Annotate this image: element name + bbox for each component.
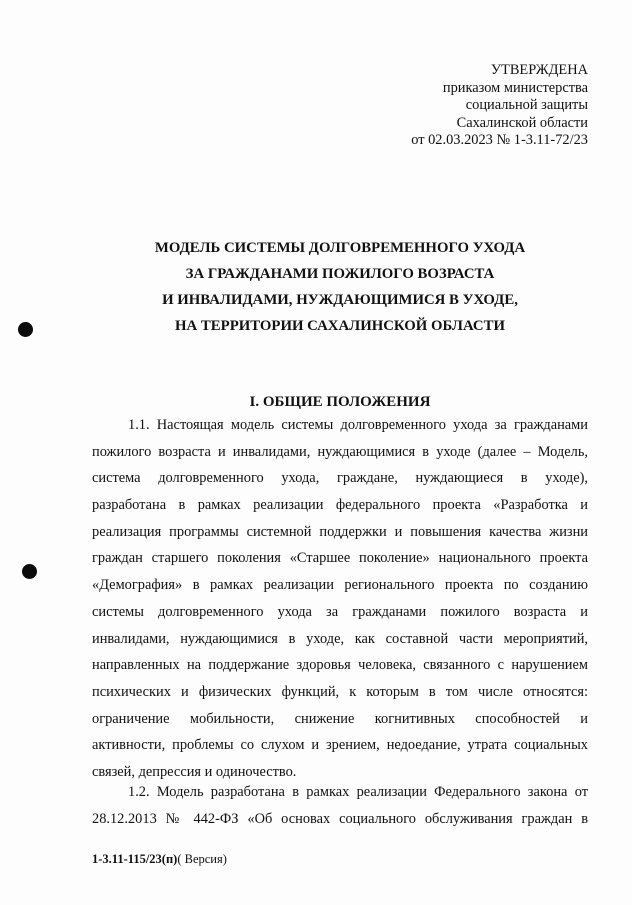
version-label: ( Версия) <box>177 852 227 866</box>
approval-line: приказом министерства <box>442 79 588 96</box>
text-line: 28.12.2013 № 442-ФЗ «Об основах социального обслуживания граждан в <box>92 810 588 827</box>
text-line: система долговременного ухода, граждане, нуждающиеся в уходе), <box>92 470 588 487</box>
text-line: пожилого возраста и инвалидами, нуждающимися в уходе (далее – Модель, <box>92 443 588 460</box>
text-line: активности, проблемы со слухом и зрением, недоедание, утрата социальных <box>92 737 588 754</box>
approval-line: УТВЕРЖДЕНА <box>490 62 588 78</box>
title-line: ЗА ГРАЖДАНАМИ ПОЖИЛОГО ВОЗРАСТА <box>185 266 495 282</box>
text-line: инвалидами, нуждающимися в уходе, как составной части мероприятий, <box>92 630 588 647</box>
text-line: разработана в рамках реализации федерального проекта «Разработка и <box>92 497 588 514</box>
text-line: граждан старшего поколения «Старшее поколение» национального проекта <box>92 550 588 567</box>
document-code: 1-3.11-115/23(п) <box>92 852 178 866</box>
approval-line: социальной защиты <box>465 97 588 114</box>
text-line: 1.2. Модель разработана в рамках реализации Федерального закона от <box>128 784 588 800</box>
title-line: МОДЕЛЬ СИСТЕМЫ ДОЛГОВРЕМЕННОГО УХОДА <box>154 240 526 256</box>
text-line: системы долговременного ухода за гражданами пожилого возраста и <box>92 603 588 620</box>
text-line: реализация программы системной поддержки и повышения качества жизни <box>92 523 588 540</box>
document-footer <box>92 851 227 867</box>
text-line: 1.1. Настоящая модель системы долговременного ухода за гражданами <box>128 417 588 433</box>
section-heading: I. ОБЩИЕ ПОЛОЖЕНИЯ <box>249 394 431 410</box>
text-line: «Демография» в рамках реализации регионального проекта по созданию <box>92 577 588 594</box>
title-line: НА ТЕРРИТОРИИ САХАЛИНСКОЙ ОБЛАСТИ <box>175 318 505 334</box>
punch-hole-bottom <box>22 564 37 579</box>
title-line: И ИНВАЛИДАМИ, НУЖДАЮЩИМИСЯ В УХОДЕ, <box>162 292 518 308</box>
document-title <box>0 235 632 339</box>
paragraph-1-2 <box>92 779 588 832</box>
text-line: ограничение мобильности, снижение когнитивных способностей и <box>92 710 588 727</box>
approval-stamp <box>411 62 588 150</box>
paragraph-1-1 <box>92 412 588 786</box>
approval-line: Сахалинской области <box>456 114 588 131</box>
text-line: направленных на поддержание здоровья человека, связанного с нарушением <box>92 657 588 674</box>
approval-line: от 02.03.2023 № 1-3.11-72/23 <box>411 132 588 149</box>
text-line: связей, депрессия и одиночество. <box>92 763 297 780</box>
text-line: психических и физических функций, к которым в том числе относятся: <box>92 683 588 700</box>
